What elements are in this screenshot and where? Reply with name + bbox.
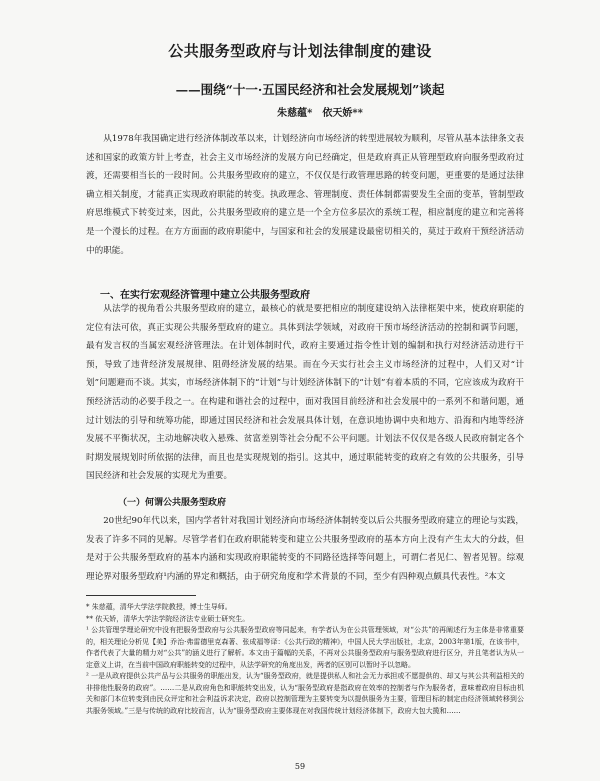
- section1-paragraph: 从法学的视角看公共服务型政府的建立，最核心的就是要把相应的制度建设纳入法律框架中来，使政府职能的定位有法可依，真正实现公共服务型政府的建立。具体到法学领域，对政府干预市场经济活动的控制和调节问题，最有发言权的当属宏观经济管理法。在计划体制时代，政府主要通过指令性计划的编制和执行对经济活动进行干预，导致了违背经济发展规律、阻碍经济发展的结果。而在今天实行社会主义市场经济的过程中，人们又对“计划”问题避而不谈。其实，市场经济体制下的“计划”与计划经济体制下的“计划”有着本质的不同，它应该成为政府干预经济活动的必要手段之一。在构建和谐社会的过程中，面对我国目前经济和社会发展中的一系列不和谐问题，通过计划法的引导和统筹功能，即通过国民经济和社会发展具体计划，在意识地协调中央和地方、沿海和内地等经济发展不平衡状况，主动地解决收入悬殊、贫富差别等社会分配不公平问题。计划法不仅仅是各级人民政府制定各个时期发展规划时所依据的法律，而且也是实现规划的指引。这其中，通过职能转变的政府之有效的公共服务，引导国民经济和社会发展的实现尤为重要。: [86, 304, 524, 482]
- footnotes: [86, 602, 524, 752]
- footnote: * 朱慈蕴，清华大学法学院教授，博士生导师。: [86, 603, 232, 611]
- intro-paragraph: 从1978年我国确定进行经济体制改革以来，计划经济向市场经济的转型进展较为顺利，尽管从基本法律条文表述和国家的政策方针上考查，社会主义市场经济的发展方向已经确定，但是政府真正从管理型政府向服务型政府过渡，还需要相当长的一段时间。公共服务型政府的建立，不仅仅是行政管理思路的转变问题，更重要的是通过法律确立相关制度，才能真正实现政府职能的转变。执政理念、管理制度、责任体制都需要发生全面的变革，管制型政府思维模式下转变过来，因此，公共服务型政府的建立是一个全方位多层次的系统工程，相应制度的建立和完善将是一个漫长的过程。在方方面面的政府职能中，与国家和社会的发展建设最密切相关的，莫过于政府干预经济活动中的职能。: [86, 134, 524, 256]
- footnote: ² 一是从政府提供公共产品与公共服务的职能出发，认为“服务型政府，就是提供私人和社会无力承担或不愿提供的、却又与其公共利益相关的非排他性服务的政府”。……二是从政府角色和职能转变出发，认为“服务型政府是指政府在效率的控制者与作为服务者，意味着政府目标由机关和部门本位转变到由民众评定和社会利益诉求决定，政府以控制管理为主要转变为以提供服务为主要，管理目标的制定由经济领域转移到公共服务领域。”三是与传统的政府比较而言，认为“服务型政府主要体现在对我国传统计划经济体制下，政府大包大揽和……: [86, 672, 524, 715]
- article-authors: 朱慈蕴* 依天娇**: [277, 108, 363, 119]
- subsection-heading-1-1: （一）何谓公共服务型政府: [118, 498, 227, 508]
- footnote-separator: [86, 595, 196, 596]
- section-heading-1: 一、在实行宏观经济管理中建立公共服务型政府: [100, 290, 310, 301]
- subsection1-paragraph: 20世纪90年代以来，国内学者针对我国计划经济向市场经济体制转变以后公共服务型政府建立的理论与实践，发表了许多不同的见解。尽管学者们在政府职能转变和建立公共服务型政府的基本方向上没有产生太大的分歧，但是对于公共服务型政府的基本内涵和实现政府职能转变的不同路径选择等问题上，可谓仁者见仁、智者见智。综观理论界对服务型政府¹内涵的界定和概括，由于研究角度和学术背景的不同，至少有四种观点颇具代表性。²本文: [86, 516, 524, 582]
- page-number: 59: [294, 762, 306, 771]
- footnote: ** 依天娇，清华大学法学院经济法专业硕士研究生。: [86, 614, 250, 623]
- article-title: 公共服务型政府与计划法律制度的建设: [168, 42, 432, 60]
- article-subtitle: ——围绕“十一·五国民经济和社会发展规划”谈起: [175, 82, 445, 97]
- footnote: ¹ 公共管理学理论研究中没有把服务型政府与公共服务型政府等同起来，有学者认为在公共管理领域，对“公共”的再阐述行为主体是非常重要的，相关理论分析见【美】乔治·弗雷德里克森著、张成福等译：《公共行政的精神》，中国人民大学出版社，北京，2003年第1版，在该书中，作者代表了大量的精力对“公共”的涵义进行了解析。本文由于篇幅的关系，不再对公共服务型政府与服务型政府进行区分，并且笔者认为从一定意义上讲，在当前中国政府职能转变的过程中，从法学研究的角度出发，两者的区别可以暂时予以忽略。: [86, 626, 524, 669]
